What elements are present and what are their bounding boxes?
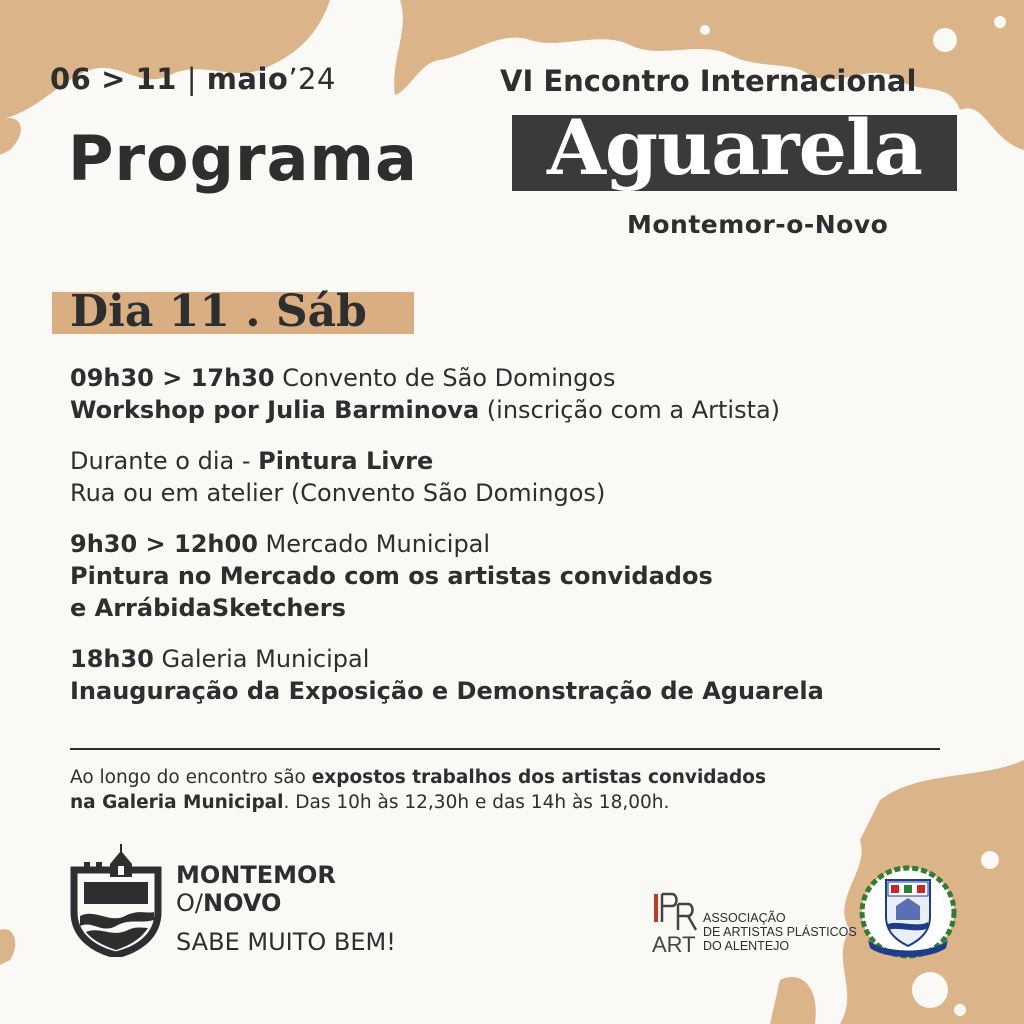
divider — [70, 748, 940, 750]
event-subtitle: VI Encontro Internacional — [500, 64, 917, 98]
aapa-association-logo-icon — [652, 892, 702, 954]
municipality-name-line2: O/NOVO — [176, 889, 282, 917]
association-name: ASSOCIAÇÃO DE ARTISTAS PLÁSTICOS DO ALENTEJO — [703, 911, 857, 953]
page-title: Programa — [68, 122, 418, 195]
program-item: 9h30 > 12h00 Mercado Municipal Pintura no Mercado com os artistas convidados e ArrábidaSketchers — [70, 530, 713, 622]
exhibition-note: Ao longo do encontro são expostos trabalhos dos artistas convidados na Galeria Municipal. Das 10h às 12,30h e das 14h às 18,00h. — [70, 767, 766, 813]
event-dates: 06 > 11 | maio’24 — [50, 62, 336, 96]
event-city: Montemor-o-Novo — [627, 210, 889, 239]
montemor-castle-logo-icon — [70, 842, 162, 957]
program-item: 09h30 > 17h30 Convento de São Domingos Workshop por Julia Barminova (inscrição com a Artista) — [70, 364, 781, 424]
municipality-slogan: SABE MUITO BEM! — [176, 928, 396, 956]
program-item: 18h30 Galeria Municipal Inauguração da Exposição e Demonstração de Aguarela — [70, 645, 824, 705]
event-name: Aguarela — [546, 103, 923, 192]
amigos-de-montemor-seal-icon — [858, 862, 958, 962]
day-heading: Dia 11 . Sáb — [70, 286, 367, 337]
program-item: Durante o dia - Pintura Livre Rua ou em atelier (Convento São Domingos) — [70, 447, 606, 507]
aapa-mark-text: ART — [652, 932, 696, 954]
program-list — [70, 362, 970, 726]
municipality-name-line1: MONTEMOR — [176, 861, 336, 889]
